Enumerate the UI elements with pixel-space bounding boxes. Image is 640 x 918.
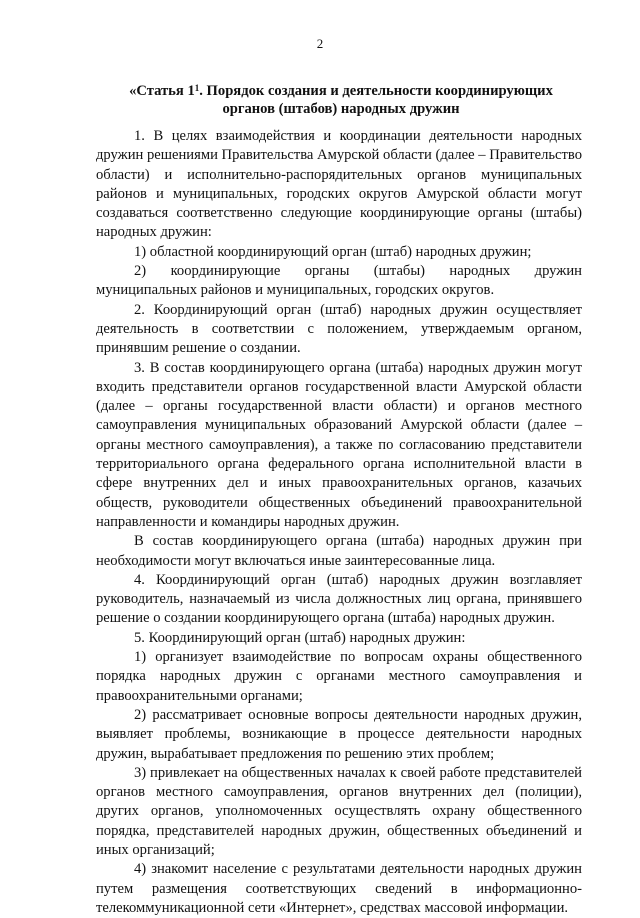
paragraph-1: 1. В целях взаимодействия и координации деятельности народных дружин решениями Правительства Амурской области (далее – Правительство области) и исполнительно-распорядительных органов муниципальных районов и муниципальных, городских округов Амурской области могут создаваться соответственно следующие координирующие органы (штабы) народных дружин: (96, 128, 582, 241)
paragraph-5-item-2: 2) рассматривает основные вопросы деятельности народных дружин, выявляет проблемы, возникающие в процессе деятельности народных дружин, вырабатывает предложения по решению этих проблем; (96, 706, 582, 762)
heading-line2: органов (штабов) народных дружин (222, 101, 460, 117)
article-heading (96, 82, 586, 118)
page-number: 2 (316, 36, 324, 51)
article-body (96, 127, 582, 918)
paragraph-5-item-4: 4) знакомит население с результатами деятельности народных дружин путем размещения соответствующих сведений в информационно-телекоммуникационной сети «Интернет», средствах массовой информации. (96, 861, 582, 916)
paragraph-3: 3. В состав координирующего органа (штаба) народных дружин могут входить представители органов государственной власти Амурской области (далее – органы государственной власти области) и органов местного самоуправления муниципальных образований Амурской области (далее – органы местного самоуправления), а также по согласованию представители территориального органа федерального органа исполнительной власти в сфере внутренних дел и иных правоохранительных органов, казачьих обществ, руководители общественных объединений правоохранительной направленности и командиры народных дружин. (96, 359, 582, 530)
paragraph-5: 5. Координирующий орган (штаб) народных дружин: (134, 629, 466, 646)
paragraph-5-item-1: 1) организует взаимодействие по вопросам охраны общественного порядка народных дружин с органами местного самоуправления и правоохранительными органами; (96, 649, 582, 704)
paragraph-1-item-1: 1) областной координирующий орган (штаб) народных дружин; (134, 243, 532, 260)
heading-line1-rest: . Порядок создания и деятельности координирующих (199, 83, 553, 99)
heading-prefix: «Статья 1 (129, 83, 195, 99)
paragraph-4: 4. Координирующий орган (штаб) народных дружин возглавляет руководитель, назначаемый из числа должностных лиц органа, принявшего решение о создании координирующего органа (штаба) народных дружин. (96, 571, 582, 627)
paragraph-3-addition: В состав координирующего органа (штаба) народных дружин при необходимости могут включаться иные заинтересованные лица. (96, 533, 582, 569)
paragraph-2: 2. Координирующий орган (штаб) народных дружин осуществляет деятельность в соответствии с положением, утверждаемым органом, принявшим решение о создании. (96, 301, 582, 357)
heading-superscript: 1 (194, 83, 200, 93)
paragraph-1-item-2: 2) координирующие органы (штабы) народных дружин муниципальных районов и муниципальных, городских округов. (96, 263, 582, 299)
paragraph-5-item-3: 3) привлекает на общественных началах к своей работе представителей органов местного самоуправления, органов внутренних дел (полиции), других органов, уполномоченных осуществлять охрану общественного порядка, представителей народных дружин, общественных объединений и иных организаций; (96, 764, 582, 858)
